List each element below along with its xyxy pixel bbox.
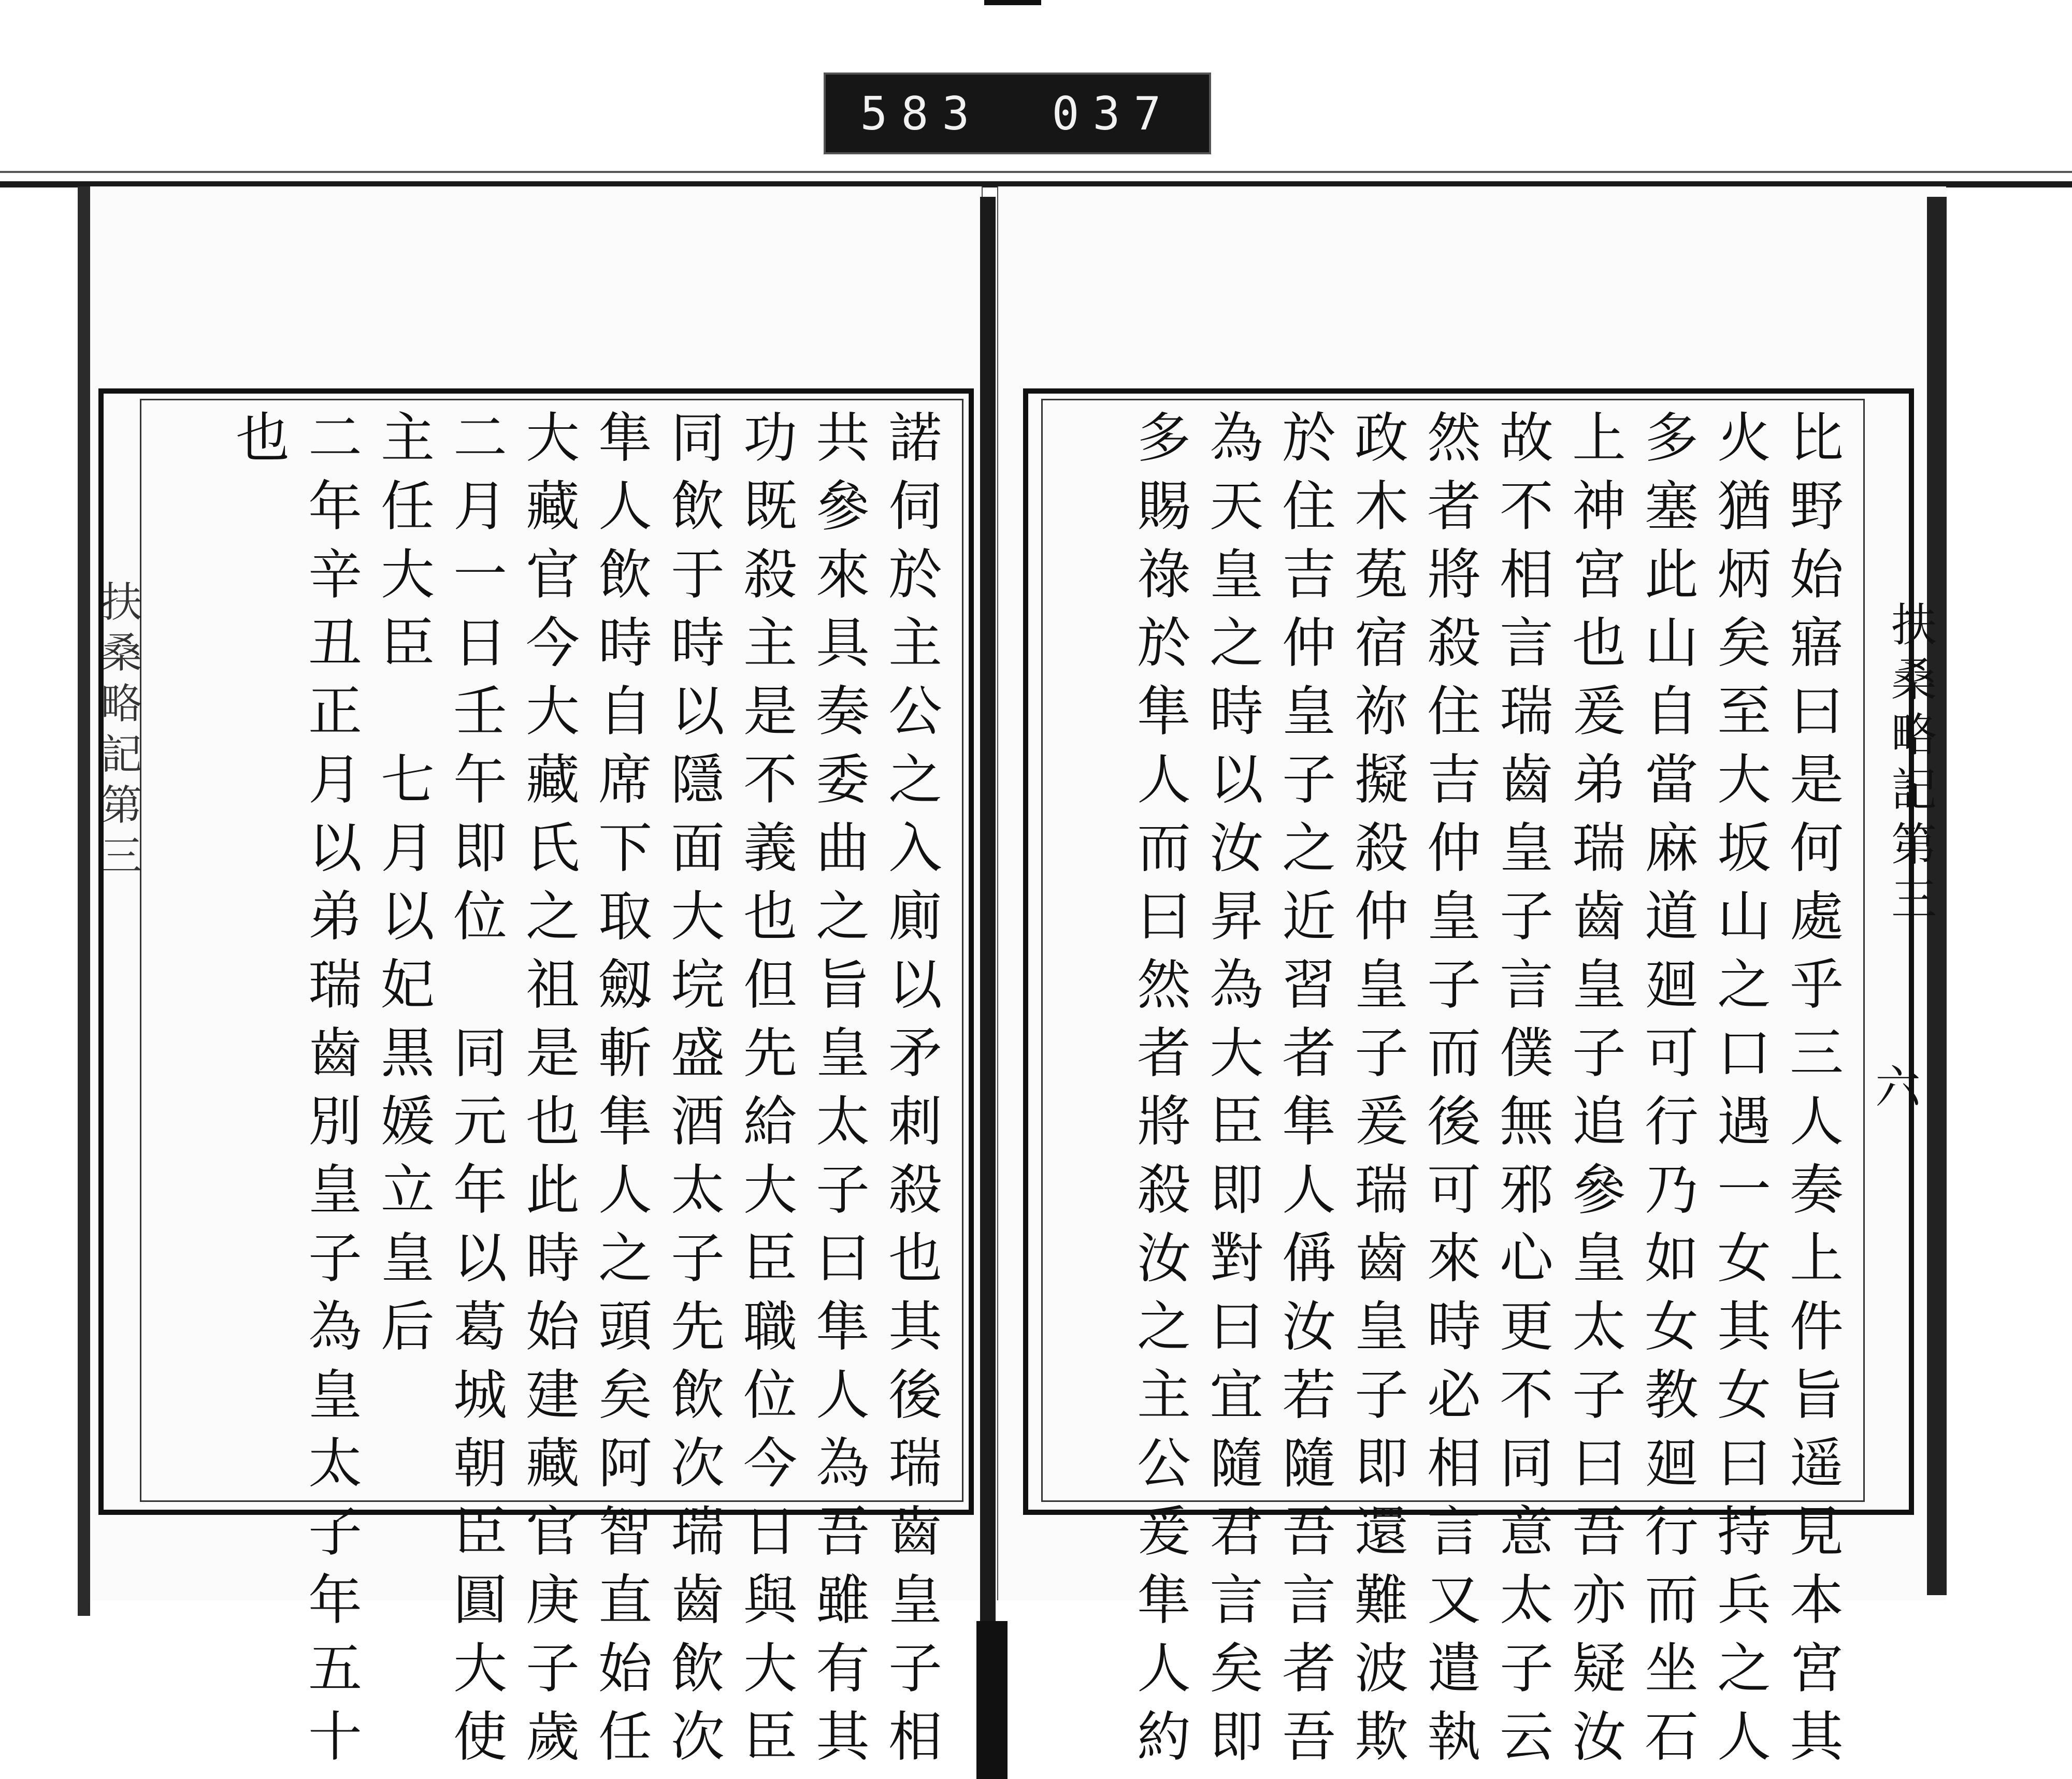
book-spine-shadow (976, 1621, 1008, 1779)
film-notch (984, 0, 1041, 5)
left-margin-title: 扶桑略記第三 (94, 580, 142, 885)
film-reel-number: 583 (860, 86, 983, 140)
left-page-edge (78, 186, 90, 1616)
film-frame-label (824, 73, 1211, 154)
right-text-column: 上神宮也爰弟瑞齒皇子追參皇太子曰吾亦疑汝 (1563, 409, 1626, 1776)
right-text-column: 多賜祿於隼人而曰然者將殺汝之主公爰隼人約 (1128, 409, 1191, 1776)
left-text-column: 隼人飲時自席下取劔斬隼人之頭矣阿智直始任 (589, 409, 652, 1776)
left-text-column: 主任大臣 七月以妃黒媛立皇后 (371, 409, 435, 1366)
right-text-column: 比野始寤曰是何處乎三人奏上件旨遥見本宮其 (1780, 409, 1844, 1776)
left-text-column: 功既殺主是不義也但先給大臣職位今日與大臣 (734, 409, 797, 1776)
right-text-column: 政木菟宿祢擬殺仲皇子爰瑞齒皇子即還難波欺 (1345, 409, 1408, 1776)
film-border-line (0, 171, 2072, 173)
left-text-column: 二年辛丑正月以弟瑞齒別皇子為皇太子年五十 (299, 409, 362, 1776)
left-text-column: 同飲于時以隱面大垸盛酒太子先飲次瑞齒飲次 (661, 409, 725, 1776)
book-spine (980, 197, 996, 1642)
left-text-column: 二月一日壬午即位 同元年以葛城朝臣圓大使 (444, 409, 507, 1776)
right-text-column: 然者將殺住吉仲皇子而後可來時必相言又遣執 (1418, 409, 1481, 1776)
right-text-column: 為天皇之時以汝昇為大臣即對曰宜隨君言矣即 (1200, 409, 1263, 1776)
left-text-column: 大藏官今大藏氏之祖是也此時始建藏官庚子歲 (516, 409, 580, 1776)
right-page-number: 六 (1875, 1061, 1921, 1114)
right-page-heading: 扶桑略記第三 (1884, 601, 1937, 930)
right-text-column: 火猶炳矣至大坂山之口遇一女其女曰持兵之人 (1708, 409, 1771, 1776)
left-text-column: 共參來具奏委曲之旨皇太子曰隼人為吾雖有其 (807, 409, 870, 1776)
left-text-column: 諾伺於主公之入廁以矛刺殺也其後瑞齒皇子相 (879, 409, 942, 1776)
film-frame-number: 037 (1052, 86, 1175, 140)
right-text-column: 故不相言瑞齒皇子言僕無邪心更不同意太子云 (1490, 409, 1553, 1776)
right-text-column: 多塞此山自當麻道廻可行乃如女教廻行而坐石 (1635, 409, 1699, 1776)
left-text-column: 也 (226, 409, 290, 478)
right-text-column: 於住吉仲皇子之近習者隼人偁汝若隨吾言者吾 (1273, 409, 1336, 1776)
